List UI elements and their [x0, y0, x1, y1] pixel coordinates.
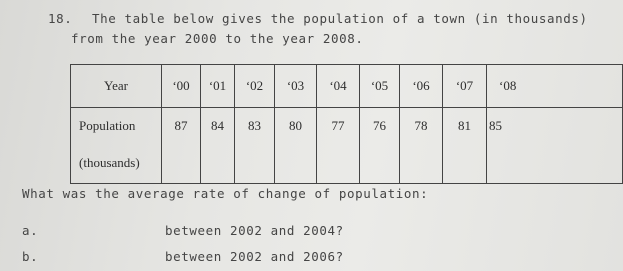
- year-cell: ‘01: [201, 65, 235, 108]
- part-a-text: between 2002 and 2004?: [165, 223, 344, 238]
- year-cell: ‘00: [162, 65, 201, 108]
- year-cell: ‘04: [317, 65, 360, 108]
- year-cell: ‘07: [443, 65, 487, 108]
- population-cell: 84: [201, 108, 235, 144]
- rate-of-change-question: What was the average rate of change of population:: [22, 186, 429, 201]
- question-text-line-2: from the year 2000 to the year 2008.: [71, 31, 364, 46]
- population-table: [70, 64, 623, 184]
- population-cell: 83: [235, 108, 275, 144]
- population-cell: 77: [317, 108, 360, 144]
- year-cell: ‘03: [275, 65, 317, 108]
- part-b-text: between 2002 and 2006?: [165, 249, 344, 264]
- year-cell: ‘02: [235, 65, 275, 108]
- population-row: [71, 108, 623, 144]
- part-a-letter: a.: [22, 223, 39, 238]
- year-cell: ‘08: [487, 65, 623, 108]
- population-unit-row: [71, 143, 623, 184]
- part-b-letter: b.: [22, 249, 39, 264]
- population-cell: 81: [443, 108, 487, 144]
- population-cell: 78: [400, 108, 443, 144]
- population-cell: 87: [162, 108, 201, 144]
- population-cell: 85: [487, 108, 623, 144]
- population-unit-label: (thousands): [71, 143, 162, 184]
- question-number: 18.: [48, 11, 73, 26]
- year-cell: ‘05: [360, 65, 400, 108]
- year-header: Year: [71, 65, 162, 108]
- year-cell: ‘06: [400, 65, 443, 108]
- population-cell: 80: [275, 108, 317, 144]
- population-header: Population: [71, 108, 162, 144]
- question-text-line-1: The table below gives the population of a town (in thousands): [92, 11, 588, 26]
- population-cell: 76: [360, 108, 400, 144]
- year-row: [71, 65, 623, 108]
